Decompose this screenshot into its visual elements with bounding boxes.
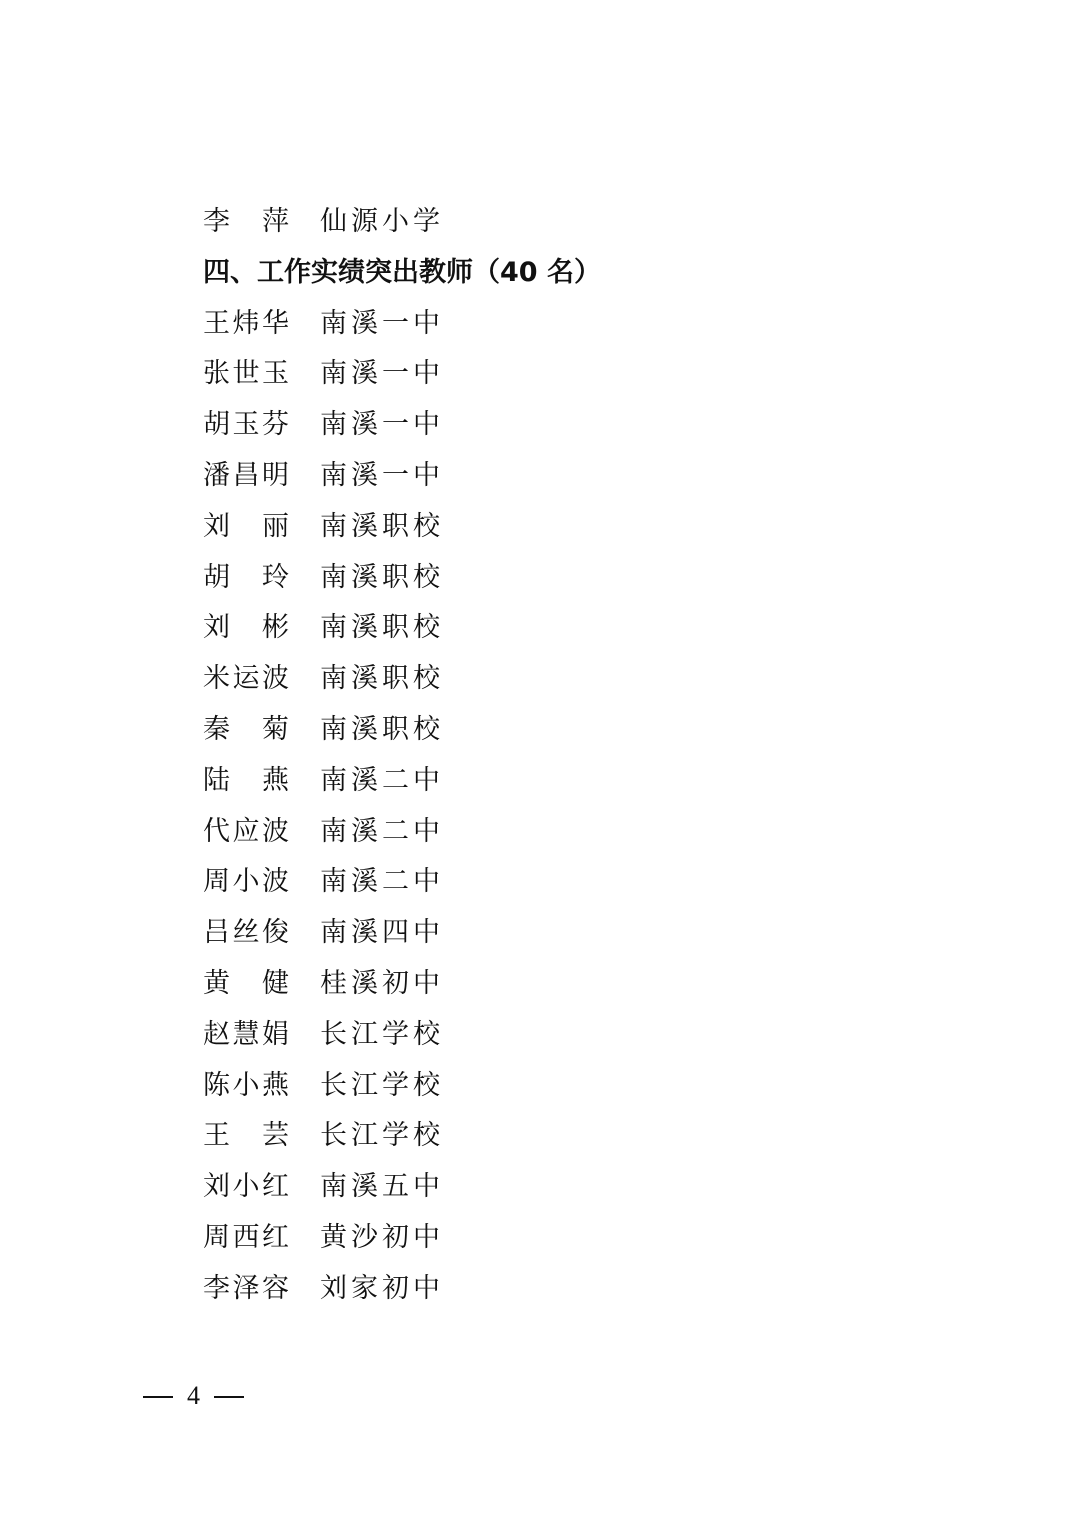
teacher-name: 刘 彬: [203, 612, 289, 644]
dash-left: [143, 1396, 173, 1398]
teacher-name: 代应波: [203, 815, 289, 847]
teacher-name: 张世玉: [203, 358, 289, 390]
list-item: [203, 908, 903, 959]
list-item: [203, 502, 903, 553]
school-name: 南溪五中: [320, 1171, 444, 1203]
list-item: [203, 705, 903, 756]
teacher-name: 胡 玲: [203, 561, 289, 593]
teacher-name: 王炜华: [203, 307, 289, 339]
teacher-name: 陈小燕: [203, 1069, 289, 1101]
school-name: 南溪二中: [320, 815, 444, 847]
school-name: 南溪职校: [320, 663, 444, 695]
school-name: 南溪二中: [320, 866, 444, 898]
list-item: [203, 603, 903, 654]
teacher-name: 潘昌明: [203, 459, 289, 491]
page-number: [143, 1376, 244, 1416]
list-item: [203, 197, 903, 248]
teacher-name: 黄 健: [203, 967, 289, 999]
teacher-name: 刘小红: [203, 1171, 289, 1203]
teacher-name: 李 萍: [203, 206, 289, 237]
teacher-name: 赵慧娟: [203, 1018, 289, 1050]
list-item: [203, 807, 903, 858]
school-name: 刘家初中: [320, 1272, 444, 1304]
school-name: 南溪一中: [320, 307, 444, 339]
school-name: 长江学校: [320, 1018, 444, 1050]
school-name: 黄沙初中: [320, 1221, 444, 1253]
list-item: [203, 1264, 903, 1315]
school-name: 桂溪初中: [320, 967, 444, 999]
teacher-name: 胡玉芬: [203, 409, 289, 441]
school-name: 南溪职校: [320, 612, 444, 644]
list-item: [203, 1111, 903, 1162]
list-item: [203, 553, 903, 604]
list-item: [203, 1162, 903, 1213]
school-name: 南溪职校: [320, 561, 444, 593]
teacher-name: 王 芸: [203, 1120, 289, 1152]
teacher-name: 吕丝俊: [203, 917, 289, 949]
list-item: [203, 349, 903, 400]
school-name: 南溪职校: [320, 713, 444, 745]
page-number-value: 4: [187, 1381, 200, 1410]
list-item: [203, 1010, 903, 1061]
school-name: 长江学校: [320, 1069, 444, 1101]
school-name: 长江学校: [320, 1120, 444, 1152]
list-item: [203, 400, 903, 451]
document-content: [203, 197, 903, 1315]
list-item: [203, 959, 903, 1010]
list-item: [203, 1213, 903, 1264]
school-name: 南溪一中: [320, 358, 444, 390]
teacher-name: 米运波: [203, 663, 289, 695]
list-item: [203, 299, 903, 350]
list-item: [203, 654, 903, 705]
list-item: [203, 756, 903, 807]
dash-right: [214, 1396, 244, 1398]
school-name: 南溪一中: [320, 459, 444, 491]
section-heading: 四、工作实绩突出教师（40 名）: [203, 256, 601, 288]
list-item: [203, 451, 903, 502]
teacher-name: 陆 燕: [203, 764, 289, 796]
teacher-name: 刘 丽: [203, 510, 289, 542]
school-name: 南溪四中: [320, 917, 444, 949]
school-name: 南溪二中: [320, 764, 444, 796]
teacher-name: 周小波: [203, 866, 289, 898]
school-name: 仙源小学: [320, 206, 444, 237]
teacher-name: 李泽容: [203, 1272, 289, 1304]
teacher-name: 秦 菊: [203, 713, 289, 745]
teacher-name: 周西红: [203, 1221, 289, 1253]
school-name: 南溪职校: [320, 510, 444, 542]
list-item: [203, 1061, 903, 1112]
list-item: [203, 857, 903, 908]
school-name: 南溪一中: [320, 409, 444, 441]
